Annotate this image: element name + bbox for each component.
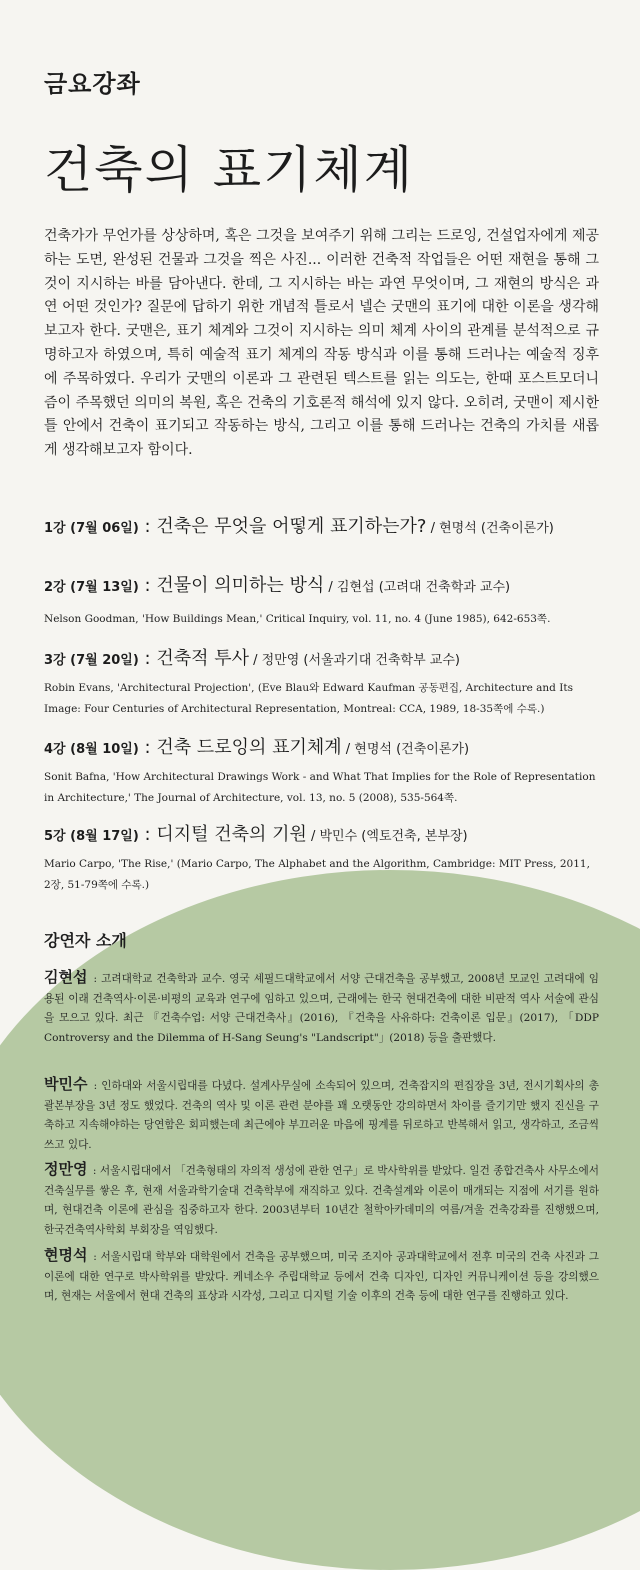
lecture-number: 2강 (7월 13일) bbox=[44, 580, 139, 595]
lecturer-name: 정만영 bbox=[44, 1160, 88, 1178]
lecturer-bio-park bbox=[44, 1075, 599, 1156]
lecture-separator: : bbox=[138, 824, 157, 845]
lecturers-section-title: 강연자 소개 bbox=[44, 931, 127, 950]
lecture-reference: Mario Carpo, 'The Rise,' (Mario Carpo, The Alphabet and the Algorithm, Cambridge: MIT Press, 2011, 2장, 51-79쪽에 수록.) bbox=[44, 858, 590, 891]
lecturer-description: : 인하대와 서울시립대를 다녔다. 설계사무실에 소속되어 있으며, 건축잡지의 편집장을 3년, 전시기획사의 총괄본부장을 3년 정도 했었다. 건축의 역사 및 이론 관련 분야를 꽤 오랫동안 강의하면서 차이를 즐기기만 했지 진신을 구축하고 지속해야하는 당연함은 회피했는데 최근에야 부끄러운 마음에 핑계를 뒤로하고 반복해서 읽고, 생각하고, 조금씩 쓰고 있다. bbox=[44, 1080, 599, 1152]
lecturer-bio-jung bbox=[44, 1160, 599, 1241]
lecture-speaker: / 현명석 (건축이론가) bbox=[426, 521, 554, 536]
intro-paragraph: 건축가가 무언가를 상상하며, 혹은 그것을 보여주기 위해 그리는 드로잉, 건설업자에게 제공하는 도면, 완성된 건물과 그것을 찍은 사진... 이러한 건축적 작업들은 어떤 재현을 통해 그것이 지시하는 바를 담아낸다. 한데, 그 지시하는 바는 과연 무엇이며, 그 재현의 방식은 과연 어떤 것인가? 질문에 답하기 위한 개념적 틀로서 넬슨 굿맨의 표기에 대한 이론을 생각해보고자 한다. 굿맨은, 표기 체계와 그것이 지시하는 의미 체계 사이의 관계를 분석적으로 규명하고자 하였으며, 특히 예술적 표기 체계의 작동 방식과 이를 통해 드러나는 예술적 징후에 주목하였다. 우리가 굿맨의 이론과 그 관련된 텍스트를 읽는 의도는, 한때 포스트모더니즘이 주목했던 의미의 복원, 혹은 건축의 기호론적 해석에 있지 않다. 오히려, 굿맨이 제시한 틀 안에서 건축이 표기되고 작동하는 방식, 그리고 이를 통해 드러나는 건축의 가치를 새롭게 생각해보고자 함이다. bbox=[44, 228, 599, 459]
lecture-5 bbox=[44, 824, 599, 896]
lecturer-bio-hyun bbox=[44, 1246, 599, 1307]
lecture-speaker: / 현명석 (건축이론가) bbox=[341, 742, 470, 757]
lecture-3 bbox=[44, 648, 599, 720]
lecture-number: 4강 (8월 10일) bbox=[44, 742, 139, 757]
lecture-heading bbox=[44, 575, 599, 599]
lecture-speaker: / 정만영 (서울과기대 건축학부 교수) bbox=[248, 653, 460, 668]
lecture-title: 디지털 건축의 기원 bbox=[156, 824, 307, 845]
lecture-reference: Sonit Bafna, 'How Architectural Drawings Work - and What That Implies for the Role of Representation in Architecture,' The Journal of Architecture, vol. 13, no. 5 (2008), 535-564쪽. bbox=[44, 771, 596, 804]
lecture-reference: Nelson Goodman, 'How Buildings Mean,' Critical Inquiry, vol. 11, no. 4 (June 1985), 642-653쪽. bbox=[44, 613, 551, 625]
lecturer-description: : 고려대학교 건축학과 교수. 영국 셰필드대학교에서 서양 근대건축을 공부했고, 2008년 모교인 고려대에 임용된 이래 건축역사·이론·비평의 교육과 연구에 임하고 있으며, 근래에는 한국 현대건축에 대한 비판적 역사 서술에 관심을 모으고 있다. 최근 『건축수업: 서양 근대건축사』(2016), 『건축을 사유하다: 건축이론 입문』(2017), 「DDP Controversy and the Dilemma of H-Sang Seung's "Landscript"」(2018) 등을 출판했다. bbox=[44, 973, 599, 1045]
lecture-reference: Robin Evans, 'Architectural Projection', (Eve Blau와 Edward Kaufman 공동편집, Architecture and Its Image: Four Centuries of Architectural Representation, Montreal: CCA, 1989, 18-35쪽에 수록.) bbox=[44, 682, 573, 715]
lecturer-name: 박민수 bbox=[44, 1075, 88, 1093]
lecture-separator: : bbox=[138, 516, 157, 537]
lecture-title: 건축은 무엇을 어떻게 표기하는가? bbox=[156, 516, 427, 537]
lecture-heading bbox=[44, 648, 599, 672]
lecturer-name: 김현섭 bbox=[44, 968, 88, 986]
lecture-4 bbox=[44, 737, 599, 809]
series-title: 금요강좌 bbox=[44, 70, 141, 98]
lecture-heading bbox=[44, 737, 599, 761]
lecture-heading bbox=[44, 516, 599, 540]
lecture-heading bbox=[44, 824, 599, 848]
lecture-2 bbox=[44, 575, 599, 630]
lecture-title: 건물이 의미하는 방식 bbox=[156, 575, 325, 596]
lecture-number: 3강 (7월 20일) bbox=[44, 653, 139, 668]
lecturer-description: : 서울시립대 학부와 대학원에서 건축을 공부했으며, 미국 조지아 공과대학교에서 전후 미국의 건축 사진과 그 이론에 대한 연구로 박사학위를 받았다. 케네소우 주립대학교 등에서 건축 디자인, 디자인 커뮤니케이션 등을 강의했으며, 현재는 서울에서 현대 건축의 표상과 시각성, 그리고 디지털 기술 이후의 건축 등에 대한 연구를 진행하고 있다. bbox=[44, 1251, 599, 1303]
lecture-speaker: / 박민수 (엑토건축, 본부장) bbox=[306, 829, 468, 844]
lecture-speaker: / 김현섭 (고려대 건축학과 교수) bbox=[324, 580, 511, 595]
main-title: 건축의 표기체계 bbox=[44, 141, 414, 199]
lecture-title: 건축 드로잉의 표기체계 bbox=[156, 737, 342, 758]
lecture-number: 1강 (7월 06일) bbox=[44, 521, 139, 536]
lecture-1 bbox=[44, 516, 599, 540]
lecture-title: 건축적 투사 bbox=[156, 648, 249, 669]
lecturer-description: : 서울시립대에서 「건축형태의 자의적 생성에 관한 연구」로 박사학위를 받았다. 일건 종합건축사 사무소에서 건축실무를 쌓은 후, 현재 서울과학기술대 건축학부에 재직하고 있다. 건축설계와 이론이 매개되는 지점에 서기를 원하며, 현대건축 이론에 관심을 집중하고자 한다. 2003년부터 10년간 철학아카데미의 여름/겨울 건축강좌를 진행했으며, 한국건축역사학회 부회장을 역임했다. bbox=[44, 1165, 599, 1237]
lecture-number: 5강 (8월 17일) bbox=[44, 829, 139, 844]
lecture-separator: : bbox=[138, 648, 157, 669]
lecture-separator: : bbox=[138, 737, 157, 758]
lecturer-bio-kim bbox=[44, 968, 599, 1049]
lecturer-name: 현명석 bbox=[44, 1246, 88, 1264]
lecture-separator: : bbox=[138, 575, 157, 596]
